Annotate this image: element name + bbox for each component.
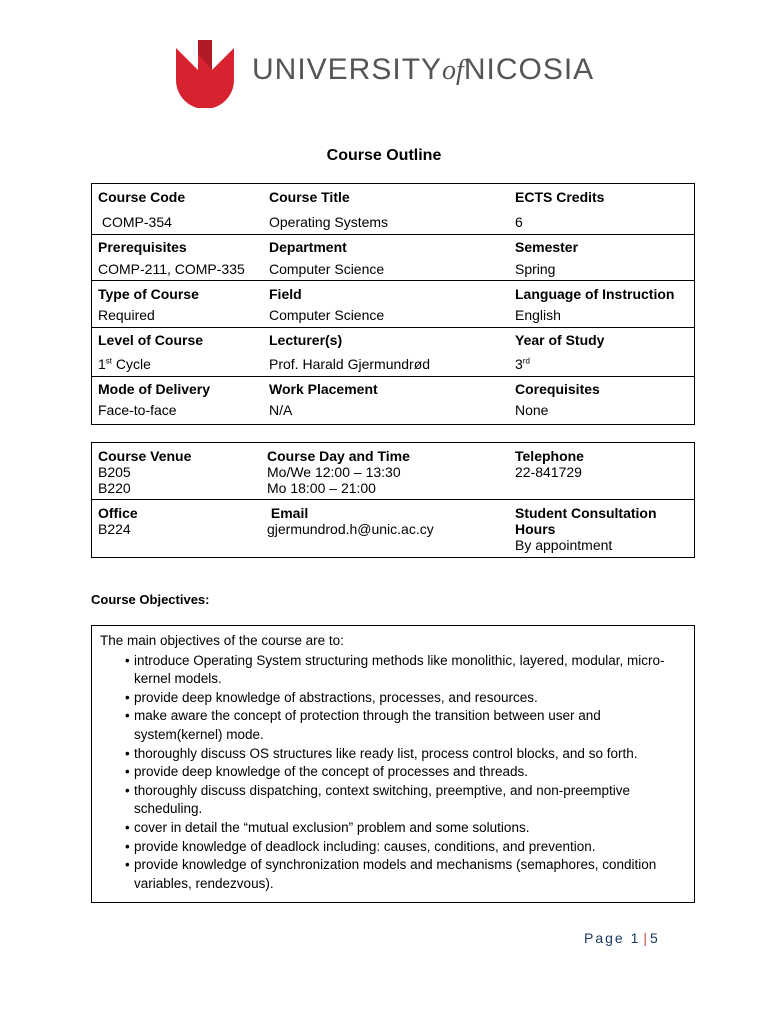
list-item: • cover in detail the “mutual exclusion” problem and some solutions. xyxy=(125,819,530,835)
label-course-title: Course Title xyxy=(269,189,350,205)
table-row xyxy=(92,281,694,328)
page-separator: | xyxy=(643,930,648,946)
label-course-venue: Course Venue xyxy=(98,448,192,464)
label-work-placement: Work Placement xyxy=(269,381,378,397)
value-course-title: Operating Systems xyxy=(269,214,389,230)
table-row xyxy=(92,184,694,235)
label-department: Department xyxy=(269,239,347,255)
label-office: Office xyxy=(98,505,138,521)
value-telephone: 22-841729 xyxy=(515,464,582,480)
label-consultation-2: Hours xyxy=(515,521,556,537)
value-type-of-course: Required xyxy=(98,307,155,323)
label-email: Email xyxy=(267,505,309,521)
value-lecturers: Prof. Harald Gjermundrød xyxy=(269,356,431,372)
label-prerequisites: Prerequisites xyxy=(98,239,187,255)
value-prerequisites: COMP-211, COMP-335 xyxy=(98,261,245,277)
label-semester: Semester xyxy=(515,239,579,255)
label-language: Language of Instruction xyxy=(515,286,675,302)
page-number-footer xyxy=(584,930,660,946)
value-email[interactable]: gjermundrod.h@unic.ac.cy xyxy=(267,521,434,537)
page-total: 5 xyxy=(650,930,660,946)
value-level-of-course: 1st Cycle xyxy=(98,356,151,372)
value-field: Computer Science xyxy=(269,307,385,323)
list-item: • thoroughly discuss OS structures like ready list, process control blocks, and so forth. xyxy=(125,745,638,761)
university-logo-text xyxy=(252,53,594,87)
list-item: • provide deep knowledge of the concept of processes and threads. xyxy=(125,764,529,780)
label-year-of-study: Year of Study xyxy=(515,332,605,348)
label-type-of-course: Type of Course xyxy=(98,286,199,302)
page-title: Course Outline xyxy=(326,147,442,164)
page-current: 1 xyxy=(630,930,641,946)
value-semester: Spring xyxy=(515,261,556,277)
label-course-day-time: Course Day and Time xyxy=(267,448,410,464)
list-item: • make aware the concept of protection through the transition between user and system(kernel) mode. xyxy=(125,708,601,742)
logo-word-of: of xyxy=(442,55,464,86)
label-ects-credits: ECTS Credits xyxy=(515,189,605,205)
list-item: • provide knowledge of deadlock including: causes, conditions, and prevention. xyxy=(125,838,596,854)
value-ects-credits: 6 xyxy=(515,214,523,230)
value-consultation: By appointment xyxy=(515,537,613,553)
table-row xyxy=(92,328,694,377)
value-language: English xyxy=(515,307,561,323)
list-item: • introduce Operating System structuring methods like monolithic, layered, modular, micro-kernel models. xyxy=(125,652,665,687)
objectives-box xyxy=(91,625,695,903)
value-work-placement: N/A xyxy=(269,402,293,418)
label-field: Field xyxy=(269,286,302,302)
list-item: • provide deep knowledge of abstractions, processes, and resources. xyxy=(125,689,538,705)
value-venue-1: B205 xyxy=(98,464,131,480)
course-info-table xyxy=(91,183,695,425)
value-course-code: COMP-354 xyxy=(98,214,172,230)
label-course-code: Course Code xyxy=(98,189,186,205)
table-row xyxy=(92,235,694,281)
logo-word-nicosia: NICOSIA xyxy=(463,53,595,86)
logo-word-university: UNIVERSITY xyxy=(252,53,443,86)
value-time-1: Mo/We 12:00 – 13:30 xyxy=(267,464,401,480)
objectives-intro: The main objectives of the course are to: xyxy=(100,633,344,648)
label-mode-of-delivery: Mode of Delivery xyxy=(98,381,211,397)
table-row xyxy=(92,443,694,500)
value-mode-of-delivery: Face-to-face xyxy=(98,402,177,418)
objectives-heading: Course Objectives: xyxy=(91,592,210,607)
venue-contact-table xyxy=(91,442,695,558)
value-venue-2: B220 xyxy=(98,480,131,496)
label-lecturers: Lecturer(s) xyxy=(269,332,343,348)
list-item: • provide knowledge of synchronization models and mechanisms (semaphores, condition variables, rendezvous). xyxy=(125,857,657,891)
table-row xyxy=(92,377,694,424)
label-corequisites: Corequisites xyxy=(515,381,600,397)
list-item: • thoroughly discuss dispatching, context switching, preemptive, and non-preemptive scheduling. xyxy=(125,782,631,817)
label-consultation-1: Student Consultation xyxy=(515,505,657,521)
table-row xyxy=(92,500,694,557)
value-office: B224 xyxy=(98,521,131,537)
label-telephone: Telephone xyxy=(515,448,584,464)
label-level-of-course: Level of Course xyxy=(98,332,204,348)
value-year-of-study: 3rd xyxy=(515,356,530,372)
value-department: Computer Science xyxy=(269,261,385,277)
university-logo-icon xyxy=(176,40,234,108)
value-time-2: Mo 18:00 – 21:00 xyxy=(267,480,376,496)
value-corequisites: None xyxy=(515,402,549,418)
page-word: Page xyxy=(584,930,625,946)
objectives-list xyxy=(100,652,686,894)
